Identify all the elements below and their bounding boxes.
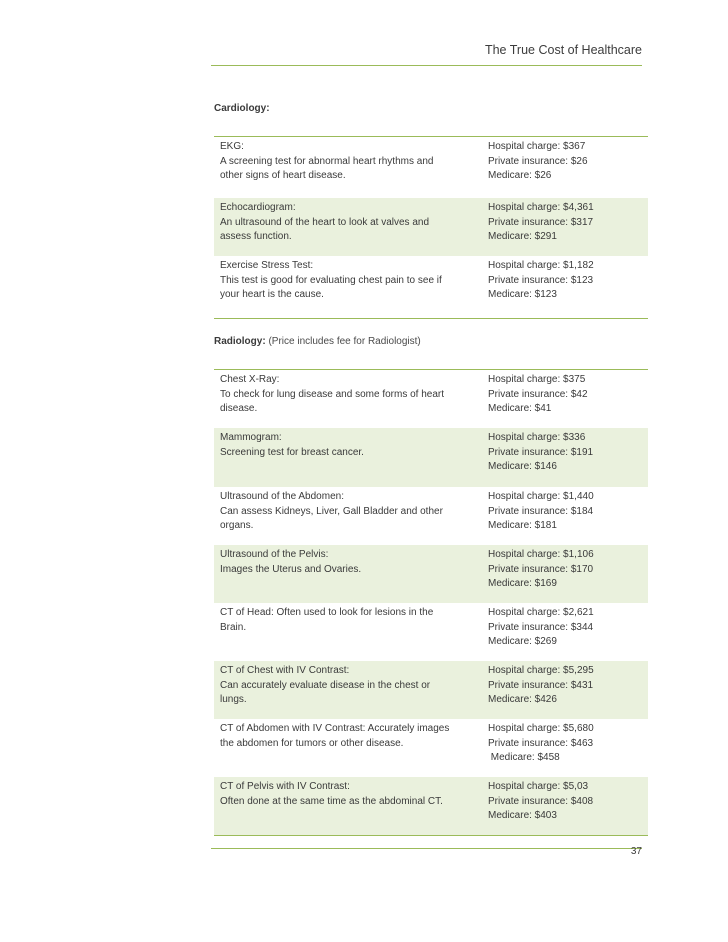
private-insurance: Private insurance: $170 xyxy=(488,563,594,575)
description-line: This test is good for evaluating chest pain to see if xyxy=(220,274,442,286)
test-description xyxy=(220,722,482,751)
description-line: organs. xyxy=(220,520,254,532)
page-number: 37 xyxy=(630,846,642,857)
description-line: Can accurately evaluate disease in the chest or xyxy=(220,679,431,691)
description-line: Brain. xyxy=(220,621,247,633)
table-row xyxy=(214,137,648,198)
description-line: Chest X-Ray: xyxy=(220,374,280,385)
medicare-price: Medicare: $403 xyxy=(488,810,557,822)
table-row xyxy=(214,661,648,719)
description-line: CT of Head: Often used to look for lesions in the xyxy=(220,607,434,618)
table-row xyxy=(214,370,648,428)
medicare-price: Medicare: $426 xyxy=(488,694,557,706)
description-line: An ultrasound of the heart to look at valves and xyxy=(220,216,430,228)
medicare-price: Medicare: $291 xyxy=(488,231,557,243)
table-row xyxy=(214,428,648,487)
test-description xyxy=(220,431,482,460)
table-row xyxy=(214,603,648,661)
description-line: Can assess Kidneys, Liver, Gall Bladder and other xyxy=(220,505,443,517)
medicare-price: Medicare: $146 xyxy=(488,461,557,473)
radiology-note: (Price includes fee for Radiologist) xyxy=(268,336,421,347)
test-description xyxy=(220,606,482,635)
description-line: A screening test for abnormal heart rhythms and xyxy=(220,155,434,167)
radiology-title: Radiology: xyxy=(214,336,266,347)
private-insurance: Private insurance: $184 xyxy=(488,505,594,517)
price-list xyxy=(488,722,648,766)
medicare-price: Medicare: $26 xyxy=(488,170,552,182)
private-insurance: Private insurance: $431 xyxy=(488,679,594,691)
private-insurance: Private insurance: $26 xyxy=(488,155,588,167)
description-line: your heart is the cause. xyxy=(220,289,324,301)
running-header-title: The True Cost of Healthcare xyxy=(484,43,642,57)
hospital-charge: Hospital charge: $1,106 xyxy=(488,549,594,560)
table-row xyxy=(214,545,648,603)
price-list xyxy=(488,259,648,303)
description-line: CT of Chest with IV Contrast: xyxy=(220,665,350,676)
description-line: lungs. xyxy=(220,694,247,706)
description-line: Images the Uterus and Ovaries. xyxy=(220,563,362,575)
test-description xyxy=(220,259,482,303)
radiology-heading xyxy=(214,336,421,347)
test-description xyxy=(220,548,482,577)
private-insurance: Private insurance: $317 xyxy=(488,216,594,228)
hospital-charge: Hospital charge: $1,440 xyxy=(488,491,594,502)
test-description xyxy=(220,201,482,245)
radiology-table xyxy=(214,369,648,836)
description-line: CT of Abdomen with IV Contrast: Accurately images xyxy=(220,723,450,734)
hospital-charge: Hospital charge: $4,361 xyxy=(488,202,594,213)
test-description xyxy=(220,664,482,708)
table-row xyxy=(214,487,648,545)
description-line: Often done at the same time as the abdominal CT. xyxy=(220,795,443,807)
description-line: other signs of heart disease. xyxy=(220,170,346,182)
table-bottom-rule xyxy=(214,835,648,836)
medicare-price: Medicare: $41 xyxy=(488,403,552,415)
medicare-price: Medicare: $458 xyxy=(488,752,560,764)
private-insurance: Private insurance: $191 xyxy=(488,446,594,458)
description-line: Exercise Stress Test: xyxy=(220,260,314,271)
description-line: Ultrasound of the Abdomen: xyxy=(220,491,344,502)
test-description xyxy=(220,140,482,184)
description-line: Ultrasound of the Pelvis: xyxy=(220,549,329,560)
price-list xyxy=(488,201,648,245)
cardiology-title: Cardiology: xyxy=(214,103,270,114)
medicare-price: Medicare: $269 xyxy=(488,636,557,648)
footer-rule xyxy=(211,848,642,849)
hospital-charge: Hospital charge: $1,182 xyxy=(488,260,594,271)
private-insurance: Private insurance: $408 xyxy=(488,795,594,807)
hospital-charge: Hospital charge: $336 xyxy=(488,432,586,443)
private-insurance: Private insurance: $344 xyxy=(488,621,594,633)
table-row xyxy=(214,198,648,256)
hospital-charge: Hospital charge: $5,03 xyxy=(488,781,589,792)
cardiology-table xyxy=(214,136,648,319)
header-rule xyxy=(211,65,642,66)
hospital-charge: Hospital charge: $375 xyxy=(488,374,586,385)
hospital-charge: Hospital charge: $2,621 xyxy=(488,607,594,618)
price-list xyxy=(488,664,648,708)
description-line: Echocardiogram: xyxy=(220,202,296,213)
price-list xyxy=(488,548,648,592)
test-description xyxy=(220,490,482,534)
description-line: assess function. xyxy=(220,231,292,243)
price-list xyxy=(488,373,648,417)
medicare-price: Medicare: $181 xyxy=(488,520,557,532)
table-bottom-rule xyxy=(214,318,648,319)
description-line: Screening test for breast cancer. xyxy=(220,446,364,458)
cardiology-heading xyxy=(214,103,270,114)
description-line: CT of Pelvis with IV Contrast: xyxy=(220,781,350,792)
description-line: disease. xyxy=(220,403,258,415)
medicare-price: Medicare: $169 xyxy=(488,578,557,590)
price-list xyxy=(488,490,648,534)
price-list xyxy=(488,780,648,824)
description-line: EKG: xyxy=(220,141,244,152)
table-row xyxy=(214,256,648,318)
test-description xyxy=(220,373,482,417)
description-line: To check for lung disease and some forms of heart xyxy=(220,388,445,400)
hospital-charge: Hospital charge: $5,295 xyxy=(488,665,594,676)
medicare-price: Medicare: $123 xyxy=(488,289,557,301)
private-insurance: Private insurance: $42 xyxy=(488,388,588,400)
price-list xyxy=(488,431,648,475)
description-line: Mammogram: xyxy=(220,432,282,443)
price-list xyxy=(488,140,648,184)
private-insurance: Private insurance: $123 xyxy=(488,274,594,286)
hospital-charge: Hospital charge: $5,680 xyxy=(488,723,594,734)
private-insurance: Private insurance: $463 xyxy=(488,737,594,749)
hospital-charge: Hospital charge: $367 xyxy=(488,141,586,152)
table-row xyxy=(214,719,648,777)
test-description xyxy=(220,780,482,809)
description-line: the abdomen for tumors or other disease. xyxy=(220,737,404,749)
table-row xyxy=(214,777,648,835)
price-list xyxy=(488,606,648,650)
